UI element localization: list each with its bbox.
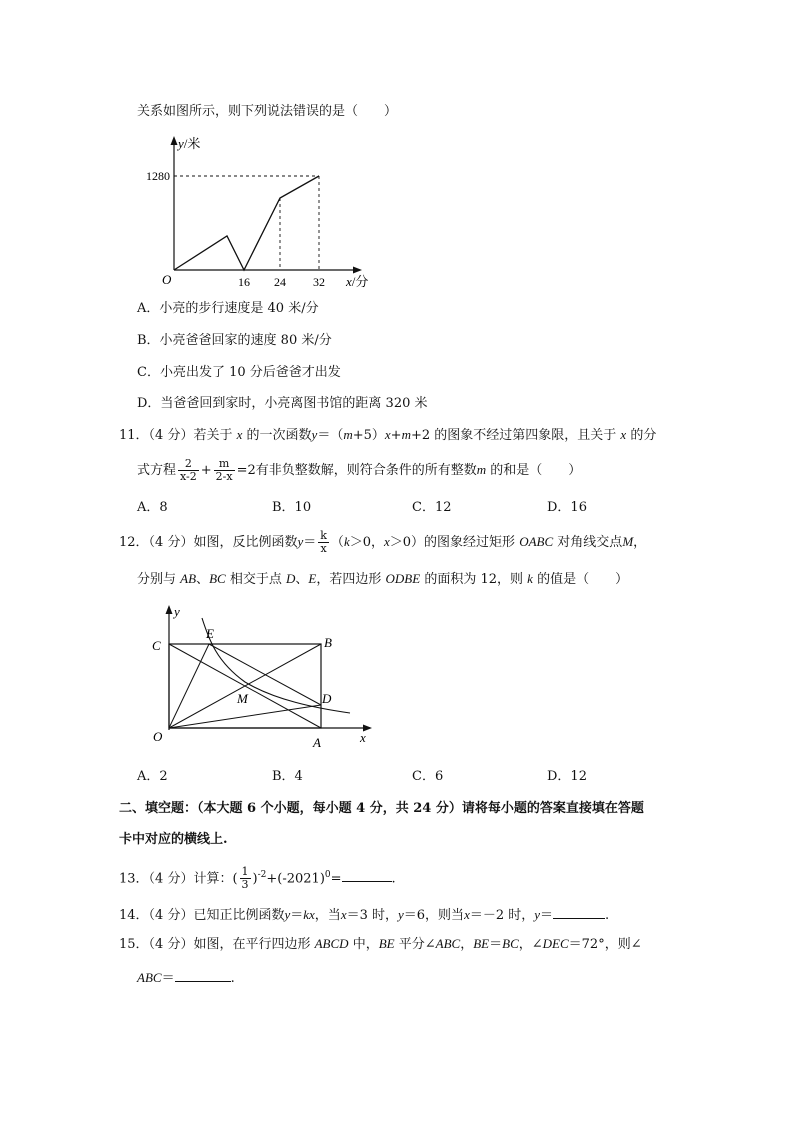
- q12-label-y: y: [174, 604, 180, 619]
- q10-origin: O: [162, 272, 172, 287]
- q15-line2: ABC＝ .: [137, 967, 235, 988]
- q12-fraction: $\frac{k}{x}$: [320, 529, 327, 555]
- q12-label-B: B: [324, 635, 332, 650]
- q12-label-A: A: [313, 735, 321, 750]
- q12-line-OE: [169, 644, 209, 728]
- q10-option-a: A．小亮的步行速度是 40 米/分: [137, 301, 319, 316]
- q12-label-D: D: [322, 691, 332, 706]
- q12-line-OD: [169, 705, 321, 728]
- q12-line2: 分别与 AB、BC 相交于点 D、E，若四边形 ODBE 的面积为 12，则 k 的值是（ ）: [137, 571, 629, 587]
- q12-label-C: C: [152, 638, 161, 653]
- q11-line2: 式方程 $\frac{2}{x-2}$ + $\frac{m}{2-x}$ =2有非负整数解，则符合条件的所有整数m 的和是（ ）: [137, 457, 582, 483]
- q12-label-M: M: [237, 691, 248, 706]
- q11-option-c: C．12: [412, 500, 452, 515]
- q13-fraction: $\frac{1}{3}$: [241, 865, 249, 892]
- q15-answer-blank[interactable]: [175, 967, 231, 982]
- q13-line: 13．（4 分）计算：( $\frac{1}{3}$ )$^{-2}+(-2021)^0=$ .: [119, 865, 396, 892]
- q15-line1: 15．（4 分）如图，在平行四边形 ABCD 中，BE 平分∠ABC，BE＝BC，∠DEC＝72°，则∠: [119, 936, 642, 952]
- q10-y-arrow: [171, 136, 178, 145]
- q12-label-O: O: [153, 729, 163, 744]
- q10-x-tick-32: 32: [313, 275, 325, 289]
- q12-line1: 12．（4 分）如图，反比例函数y＝ $\frac{k}{x}$ （k＞0，x＞0）的图象经过矩形 OABC 对角线交点M，: [119, 529, 647, 555]
- q14-line: 14．（4 分）已知正比例函数y＝kx，当x＝3 时，y＝6，则当x＝－2 时，y＝ .: [119, 904, 609, 925]
- q12-option-d: D．12: [547, 769, 587, 784]
- q14-answer-blank[interactable]: [553, 904, 605, 919]
- q10-x-tick-16: 16: [238, 275, 250, 289]
- q11-option-d: D．16: [547, 500, 587, 515]
- q11-fraction-1: $\frac{2}{x-2}$: [180, 457, 197, 483]
- q12-option-a: A．2: [137, 769, 168, 784]
- q12-option-c: C．6: [412, 769, 444, 784]
- q12-y-arrow: [166, 605, 173, 614]
- section2-heading-line2: 卡中对应的横线上.: [119, 832, 228, 847]
- q10-graph: [146, 132, 390, 292]
- section2-heading-line1: 二、填空题：（本大题 6 个小题，每小题 4 分，共 24 分）请将每小题的答案直接填在答题: [119, 801, 644, 816]
- q10-graph-line: [174, 176, 319, 270]
- q10-x-label: x/分: [346, 274, 369, 289]
- q12-label-x: x: [360, 730, 366, 745]
- q10-x-tick-24: 24: [274, 275, 286, 289]
- q11-option-a: A．8: [137, 500, 168, 515]
- q10-y-label: y/米: [178, 136, 201, 151]
- q11-line1: 11．（4 分）若关于 x 的一次函数y＝（m+5）x+m+2 的图象不经过第四象限，且关于 x 的分: [119, 427, 657, 443]
- q10-x-arrow: [353, 267, 362, 274]
- q12-option-b: B．4: [272, 769, 303, 784]
- q12-graph: [145, 600, 385, 755]
- q10-intro: 关系如图所示，则下列说法错误的是（ ）: [137, 104, 398, 119]
- q11-option-b: B．10: [272, 500, 312, 515]
- q10-option-c: C．小亮出发了 10 分后爸爸才出发: [137, 365, 341, 380]
- q10-option-d: D．当爸爸回到家时，小亮离图书馆的距离 320 米: [137, 396, 428, 411]
- q10-option-b: B．小亮爸爸回家的速度 80 米/分: [137, 333, 332, 348]
- q11-fraction-2: $\frac{m}{2-x}$: [215, 457, 233, 483]
- q13-answer-blank[interactable]: [342, 867, 392, 882]
- q10-y-tick: 1280: [146, 169, 170, 183]
- q12-label-E: E: [206, 626, 214, 641]
